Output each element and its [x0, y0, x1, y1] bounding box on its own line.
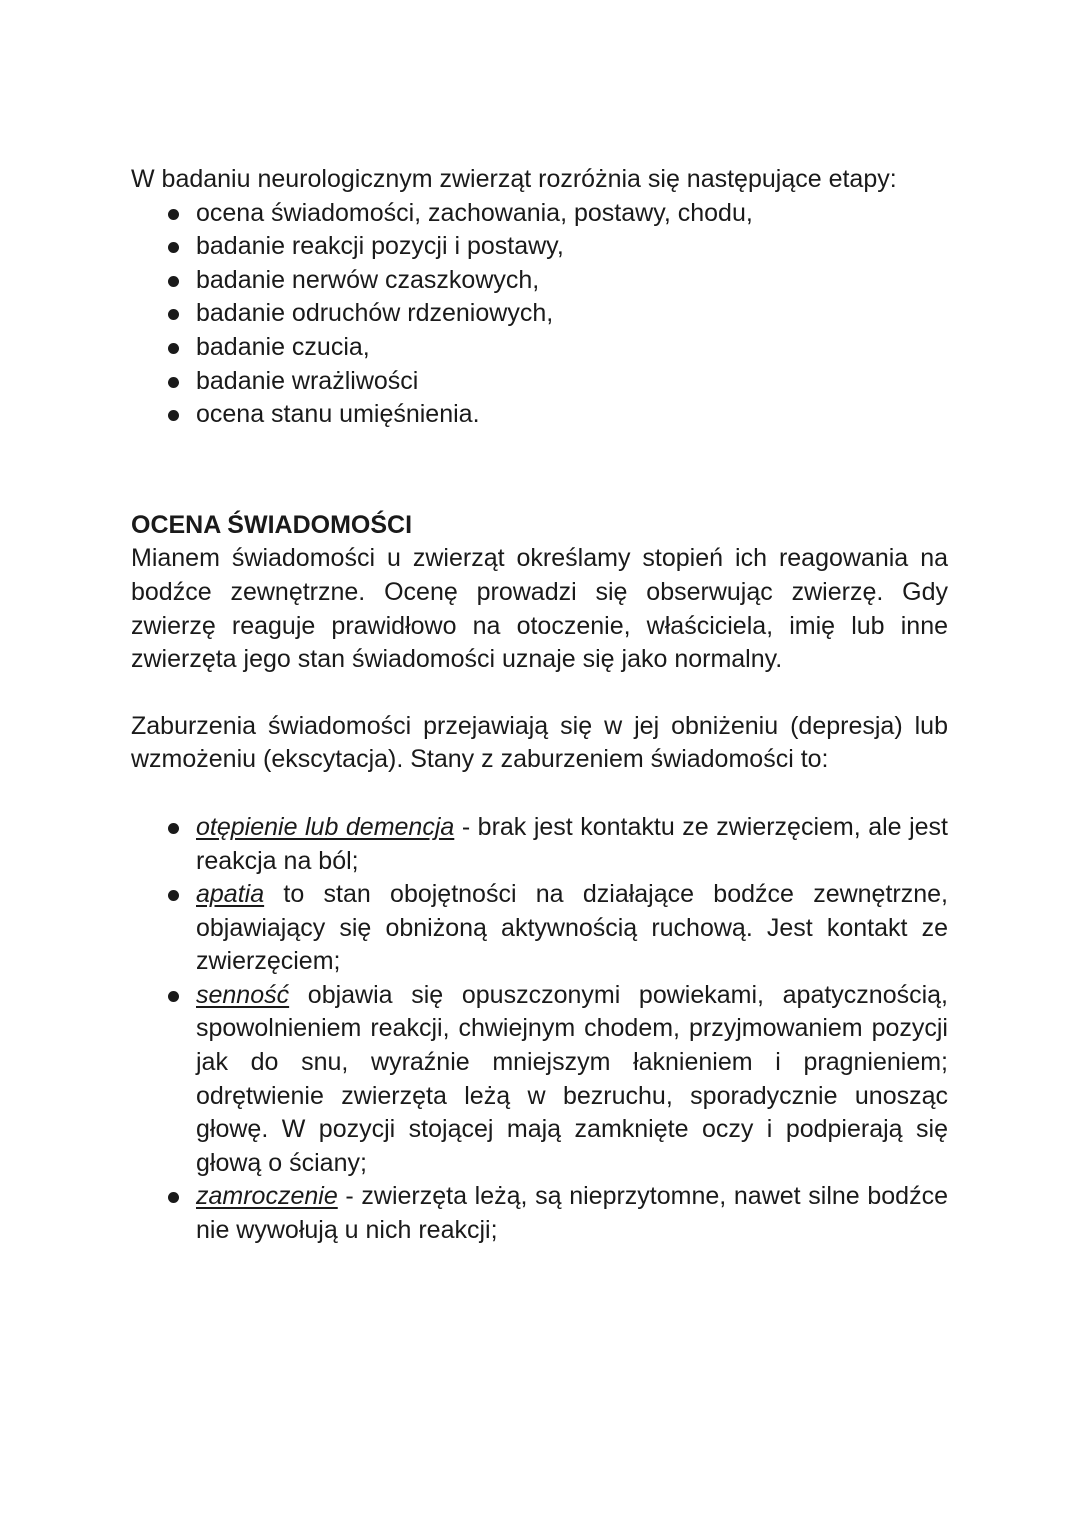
term-description: objawia się opuszczonymi powiekami, apatycznością, spowolnieniem reakcji, chwiejnym chodem, przyjmowaniem pozycji jak do snu, wyraźnie mniejszym łaknieniem i pragnieniem; odrętwienie zwierzęta leżą w bezruchu, sporadycznie unosząc głowę. W pozycji stojącej mają zamknięte oczy i podpierają się głową o ściany; — [196, 980, 948, 1177]
list-item — [131, 1180, 948, 1247]
list-item: badanie nerwów czaszkowych, — [131, 264, 948, 298]
list-item: ocena świadomości, zachowania, postawy, chodu, — [131, 197, 948, 231]
term-description: - brak jest kontaktu ze zwierzęciem, ale jest reakcja na ból; — [196, 812, 948, 875]
section-heading: OCENA ŚWIADOMOŚCI — [131, 510, 413, 539]
document-page — [131, 163, 948, 1248]
intro-text: W badaniu neurologicznym zwierząt rozróżnia się następujące etapy: — [131, 165, 897, 193]
list-item — [131, 811, 948, 878]
list-item: badanie czucia, — [131, 331, 948, 365]
list-item: badanie reakcji pozycji i postawy, — [131, 230, 948, 264]
consciousness-definition-paragraph: Mianem świadomości u zwierząt określamy stopień ich reagowania na bodźce zewnętrzne. Ocenę prowadzi się obserwując zwierzę. Gdy zwierzę reaguje prawidłowo na otoczenie, właściciela, imię lub inne zwierzęta jego stan świadomości uznaje się jako normalny. — [131, 544, 948, 674]
term-label: zamroczenie — [196, 1182, 338, 1211]
term-label: senność — [196, 980, 290, 1009]
consciousness-disorders-paragraph: Zaburzenia świadomości przejawiają się w jej obniżeniu (depresja) lub wzmożeniu (ekscytacja). Stany z zaburzeniem świadomości to: — [131, 711, 948, 774]
term-description: to stan obojętności na działające bodźce zewnętrzne, objawiający się obniżoną aktywnością ruchową. Jest kontakt ze zwierzęciem; — [196, 880, 948, 976]
examination-steps-list — [131, 197, 948, 432]
list-item: badanie odruchów rdzeniowych, — [131, 297, 948, 331]
list-item — [131, 979, 948, 1181]
term-label: otępienie lub demencja — [196, 812, 455, 841]
term-label: apatia — [196, 880, 265, 909]
list-item — [131, 878, 948, 979]
list-item: badanie wrażliwości — [131, 365, 948, 399]
term-description: - zwierzęta leżą, są nieprzytomne, nawet silne bodźce nie wywołują u nich reakcji; — [196, 1182, 948, 1245]
consciousness-states-list — [131, 811, 948, 1248]
list-item: ocena stanu umięśnienia. — [131, 398, 948, 432]
